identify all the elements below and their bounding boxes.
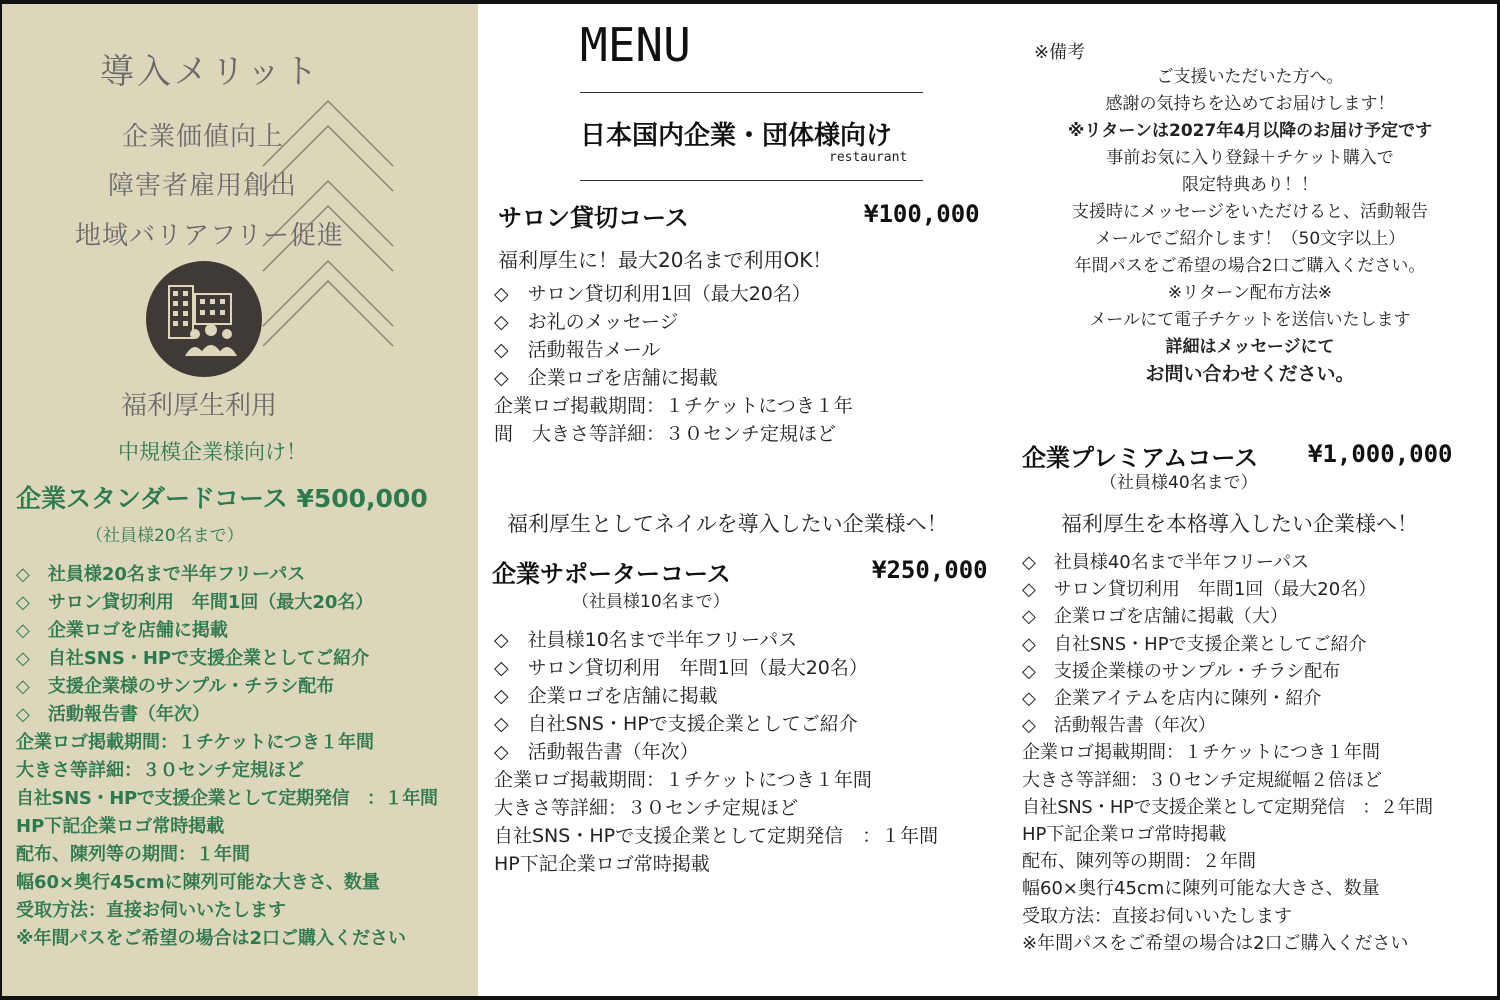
list-item: ※年間パスをご希望の場合は2口ご購入ください	[1022, 932, 1409, 954]
list-item: ◇ サロン貸切利用 年間1回（最大20名）	[1022, 579, 1377, 601]
list-item: ※年間パスをご希望の場合は2口ご購入ください	[16, 928, 407, 949]
list-item: ◇ 企業ロゴを店舗に掲載	[16, 620, 228, 641]
list-item: 受取方法：直接お伺いいたします	[1022, 905, 1292, 927]
list-item: ◇ 活動報告書（年次）	[494, 741, 699, 763]
list-item: 企業ロゴ掲載期間：１チケットにつき１年	[494, 395, 853, 417]
list-item: ◇ 支援企業様のサンプル・チラシ配布	[16, 676, 335, 697]
merits-title: 導入メリット	[100, 52, 321, 92]
menu-title: MENU	[580, 18, 691, 72]
premium-course-title: 企業プレミアムコース	[1022, 444, 1259, 472]
note-line: ※リターンは2027年4月以降のお届け予定です	[1067, 121, 1433, 141]
premium-course-note: （社員様40名まで）	[1100, 473, 1258, 493]
note-line: 支援時にメッセージをいただけると、活動報告	[1072, 202, 1428, 222]
salon-course-title: サロン貸切コース	[498, 204, 689, 232]
list-item: 幅60×奥行45cmに陳列可能な大きさ、数量	[1022, 878, 1380, 900]
note-line: 詳細はメッセージにて	[1165, 337, 1335, 357]
list-item: ◇ サロン貸切利用 年間1回（最大20名）	[494, 657, 868, 679]
list-item: 大きさ等詳細：３０センチ定規縦幅２倍ほど	[1022, 769, 1382, 791]
notes-title: ※備考	[1034, 42, 1086, 63]
note-line: 事前お気に入り登録＋チケット購入で	[1106, 148, 1394, 168]
standard-course-title: 企業スタンダードコース ¥500,000	[16, 484, 428, 513]
supporter-intro: 福利厚生としてネイルを導入したい企業様へ！	[507, 512, 948, 536]
list-item: 受取方法：直接お伺いいたします	[16, 900, 286, 921]
audience-subtitle: 日本国内企業・団体様向け	[580, 121, 893, 151]
list-item: ◇ 社員様40名まで半年フリーパス	[1022, 552, 1310, 573]
list-item: ◇ 企業ロゴを店舗に掲載（大）	[1022, 606, 1288, 628]
note-line: メールでご紹介します！（50文字以上）	[1094, 229, 1406, 249]
list-item: ◇ 支援企業様のサンプル・チラシ配布	[1022, 660, 1341, 682]
list-item: ◇ 社員様10名まで半年フリーパス	[494, 629, 798, 651]
list-item: ◇ 自社SNS・HPで支援企業としてご紹介	[494, 713, 858, 735]
list-item: 企業ロゴ掲載期間：１チケットにつき１年間	[1022, 742, 1381, 764]
supporter-course-title: 企業サポーターコース	[492, 560, 731, 588]
premium-course-price: ¥1,000,000	[1308, 440, 1453, 468]
list-item: ◇ 自社SNS・HPで支援企業としてご紹介	[16, 648, 370, 669]
list-item: 間 大きさ等詳細：３０センチ定規ほど	[494, 423, 837, 445]
standard-course-note: （社員様20名まで）	[86, 526, 244, 546]
list-item: 企業ロゴ掲載期間：１チケットにつき１年間	[494, 769, 872, 791]
list-item: HP下記企業ロゴ常時掲載	[494, 853, 710, 875]
note-line: 感謝の気持ちを込めてお届けします！	[1105, 94, 1395, 114]
restaurant-label: restaurant	[829, 150, 908, 165]
merit-item: 障害者雇用創出	[108, 171, 298, 201]
list-item: 配布、陳列等の期間：２年間	[1022, 851, 1256, 873]
premium-intro: 福利厚生を本格導入したい企業様へ！	[1061, 512, 1418, 536]
list-item: ◇ サロン貸切利用 年間1回（最大20名）	[16, 592, 374, 613]
salon-course-price: ¥100,000	[864, 200, 980, 228]
supporter-course-price: ¥250,000	[872, 556, 988, 584]
merit-item: 企業価値向上	[122, 122, 285, 152]
supporter-course-note: （社員様10名まで）	[572, 592, 730, 612]
list-item: ◇ サロン貸切利用1回（最大20名）	[494, 283, 811, 305]
merit-item: 地域バリアフリー促進	[75, 221, 344, 251]
list-item: 大きさ等詳細：３０センチ定規ほど	[494, 797, 799, 819]
note-line: ※リターン配布方法※	[1167, 283, 1333, 303]
list-item: 自社SNS・HPで支援企業として定期発信 ：１年間	[494, 825, 939, 847]
note-line: お問い合わせください。	[1145, 363, 1355, 385]
list-item: HP下記企業ロゴ常時掲載	[16, 816, 225, 837]
welfare-label: 福利厚生利用	[121, 391, 278, 421]
note-line: ご支援いただいた方へ。	[1156, 67, 1344, 87]
list-item: 幅60×奥行45cmに陳列可能な大きさ、数量	[16, 872, 380, 893]
list-item: 自社SNS・HPで支援企業として定期発信 ：１年間	[16, 788, 438, 809]
list-item: ◇ 社員様20名まで半年フリーパス	[16, 564, 306, 585]
list-item: 自社SNS・HPで支援企業として定期発信 ：２年間	[1022, 796, 1433, 818]
note-line: メールにて電子チケットを送信いたします	[1089, 310, 1411, 330]
list-item: ◇ お礼のメッセージ	[494, 311, 679, 333]
list-item: HP下記企業ロゴ常時掲載	[1022, 824, 1227, 846]
list-item: 企業ロゴ掲載期間：１チケットにつき１年間	[16, 732, 375, 753]
list-item: ◇ 活動報告書（年次）	[16, 704, 210, 725]
list-item: ◇ 活動報告メール	[494, 339, 661, 361]
salon-course-lead: 福利厚生に！最大20名まで利用OK！	[498, 248, 833, 272]
note-line: 限定特典あり！！	[1182, 175, 1318, 195]
list-item: ◇ 企業ロゴを店舗に掲載	[494, 367, 718, 389]
list-item: 配布、陳列等の期間：１年間	[16, 844, 250, 865]
target-label: 中規模企業様向け！	[118, 440, 307, 464]
list-item: ◇ 活動報告書（年次）	[1022, 715, 1216, 737]
note-line: 年間パスをご希望の場合2口ご購入ください。	[1074, 256, 1426, 276]
list-item: ◇ 自社SNS・HPで支援企業としてご紹介	[1022, 633, 1367, 655]
list-item: ◇ 企業アイテムを店内に陳列・紹介	[1022, 688, 1322, 710]
list-item: ◇ 企業ロゴを店舗に掲載	[494, 685, 718, 707]
list-item: 大きさ等詳細：３０センチ定規ほど	[16, 760, 304, 781]
